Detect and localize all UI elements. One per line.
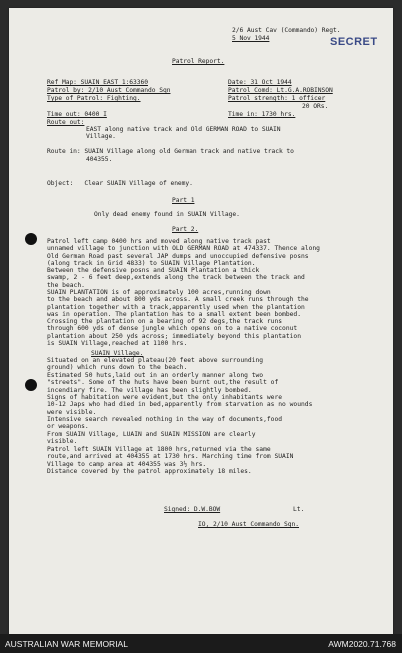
part2-paragraph-4: Crossing the plantation on a bearing of 92 degs,the track runs through 600 yds of dense jungle which opens on to a native coconut plantation about 250 yds across; immediately beyond this plantation is SUAIN Village,reached at 1100 hrs. (47, 318, 302, 347)
signature-appointment: IO, 2/10 Aust Commando Sqn. (198, 521, 300, 528)
part2-paragraph-8: Intensive search revealed nothing in the way of documents,food or weapons. (47, 416, 283, 431)
secret-stamp: SECRET (330, 36, 378, 48)
object-line: Object: Clear SUAIN Village of enemy. (47, 180, 193, 187)
part2-paragraph-3: SUAIN PLANTATION is of approximately 100 acres,running down to the beach and about 800 yds across. A small creek runs through the plantation together with a track,apparently used when the plantation was in operation. The plantation has to a small extent been bombed. (47, 289, 309, 318)
footer-institution: AUSTRALIAN WAR MEMORIAL (5, 639, 128, 649)
patrol-strength-field-2: 20 ORs. (302, 103, 329, 110)
punch-hole-bottom (25, 379, 37, 391)
signed-line: Signed: D.W.BOW (164, 506, 221, 513)
part2-heading: Part 2. (172, 226, 199, 233)
route-out-label: Route out: (47, 119, 85, 126)
page-title: Patrol Report. (172, 58, 225, 65)
village-heading: SUAIN Village. (91, 350, 144, 357)
part2-paragraph-7: Signs of habitation were evident,but the only inhabitants were 10-12 Japs who had died in bed,apparently from starvation as no wounds were visible. (47, 394, 313, 416)
time-in-field: Time in: 1730 hrs. (228, 111, 296, 118)
route-out-line-1: EAST along native track and Old GERMAN ROAD to SUAIN (86, 126, 281, 133)
archive-footer (0, 634, 402, 653)
date-line: 5 Nov 1944 (232, 35, 270, 42)
time-out-field: Time out: 0400 I (47, 111, 107, 118)
part1-heading: Part 1 (172, 197, 195, 204)
part2-paragraph-1: Patrol left camp 0400 hrs and moved along native track past unnamed village to junction with OLD GERMAN ROAD at 474337. Thence along Old German Road past several JAP dumps and unoccupied defensive posns (along track in Grid 4833) to SUAIN Village Plantation. (47, 238, 320, 267)
type-of-patrol-field: Type of Patrol: Fighting. (47, 95, 141, 102)
patrol-by-field: Patrol by: 2/10 Aust Commando Sqn (47, 87, 171, 94)
part2-paragraph-11: Distance covered by the patrol approximately 18 miles. (47, 468, 252, 475)
part2-paragraph-10: Patrol left SUAIN Village at 1800 hrs,returned via the same route,and arrived at 404355 at 1730 hrs. Marching time from SUAIN Village to camp area at 404355 was 3½ hrs. (47, 446, 294, 468)
part2-paragraph-6: Estimated 50 huts,laid out in an orderly manner along two "streets". Some of the huts have been burnt out,the result of incendiary fire. The village has been slightly bombed. (47, 372, 279, 394)
route-out-line-2: Village. (86, 133, 116, 140)
footer-accession-number: AWM2020.71.768 (328, 639, 396, 649)
route-in-line-2: 404355. (86, 156, 113, 163)
patrol-comd-field: Patrol Comd: Lt.G.A.ROBINSON (228, 87, 333, 94)
ref-map-field: Ref Map: SUAIN EAST 1:63360 (47, 79, 149, 86)
part2-paragraph-5: Situated on an elevated plateau(20 feet above surrounding ground) which runs down to the beach. (47, 357, 264, 372)
part1-text: Only dead enemy found in SUAIN Village. (94, 211, 240, 218)
part2-paragraph-2: Between the defensive posns and SUAIN Plantation a thick swamp, 2 - 6 feet deep,extends along the track between the track and the beach. (47, 267, 305, 289)
patrol-strength-field: Patrol strength: 1 officer (228, 95, 326, 102)
route-in-line-1: Route in: SUAIN Village along old German track and native track to (47, 148, 294, 155)
unit-line: 2/6 Aust Cav (Commando) Regt. (232, 27, 341, 34)
part2-paragraph-9: From SUAIN Village, LUAIN and SUAIN MISSION are clearly visible. (47, 431, 256, 446)
signature-rank: Lt. (293, 506, 305, 513)
date-field: Date: 31 Oct 1944 (228, 79, 292, 86)
punch-hole-top (25, 233, 37, 245)
